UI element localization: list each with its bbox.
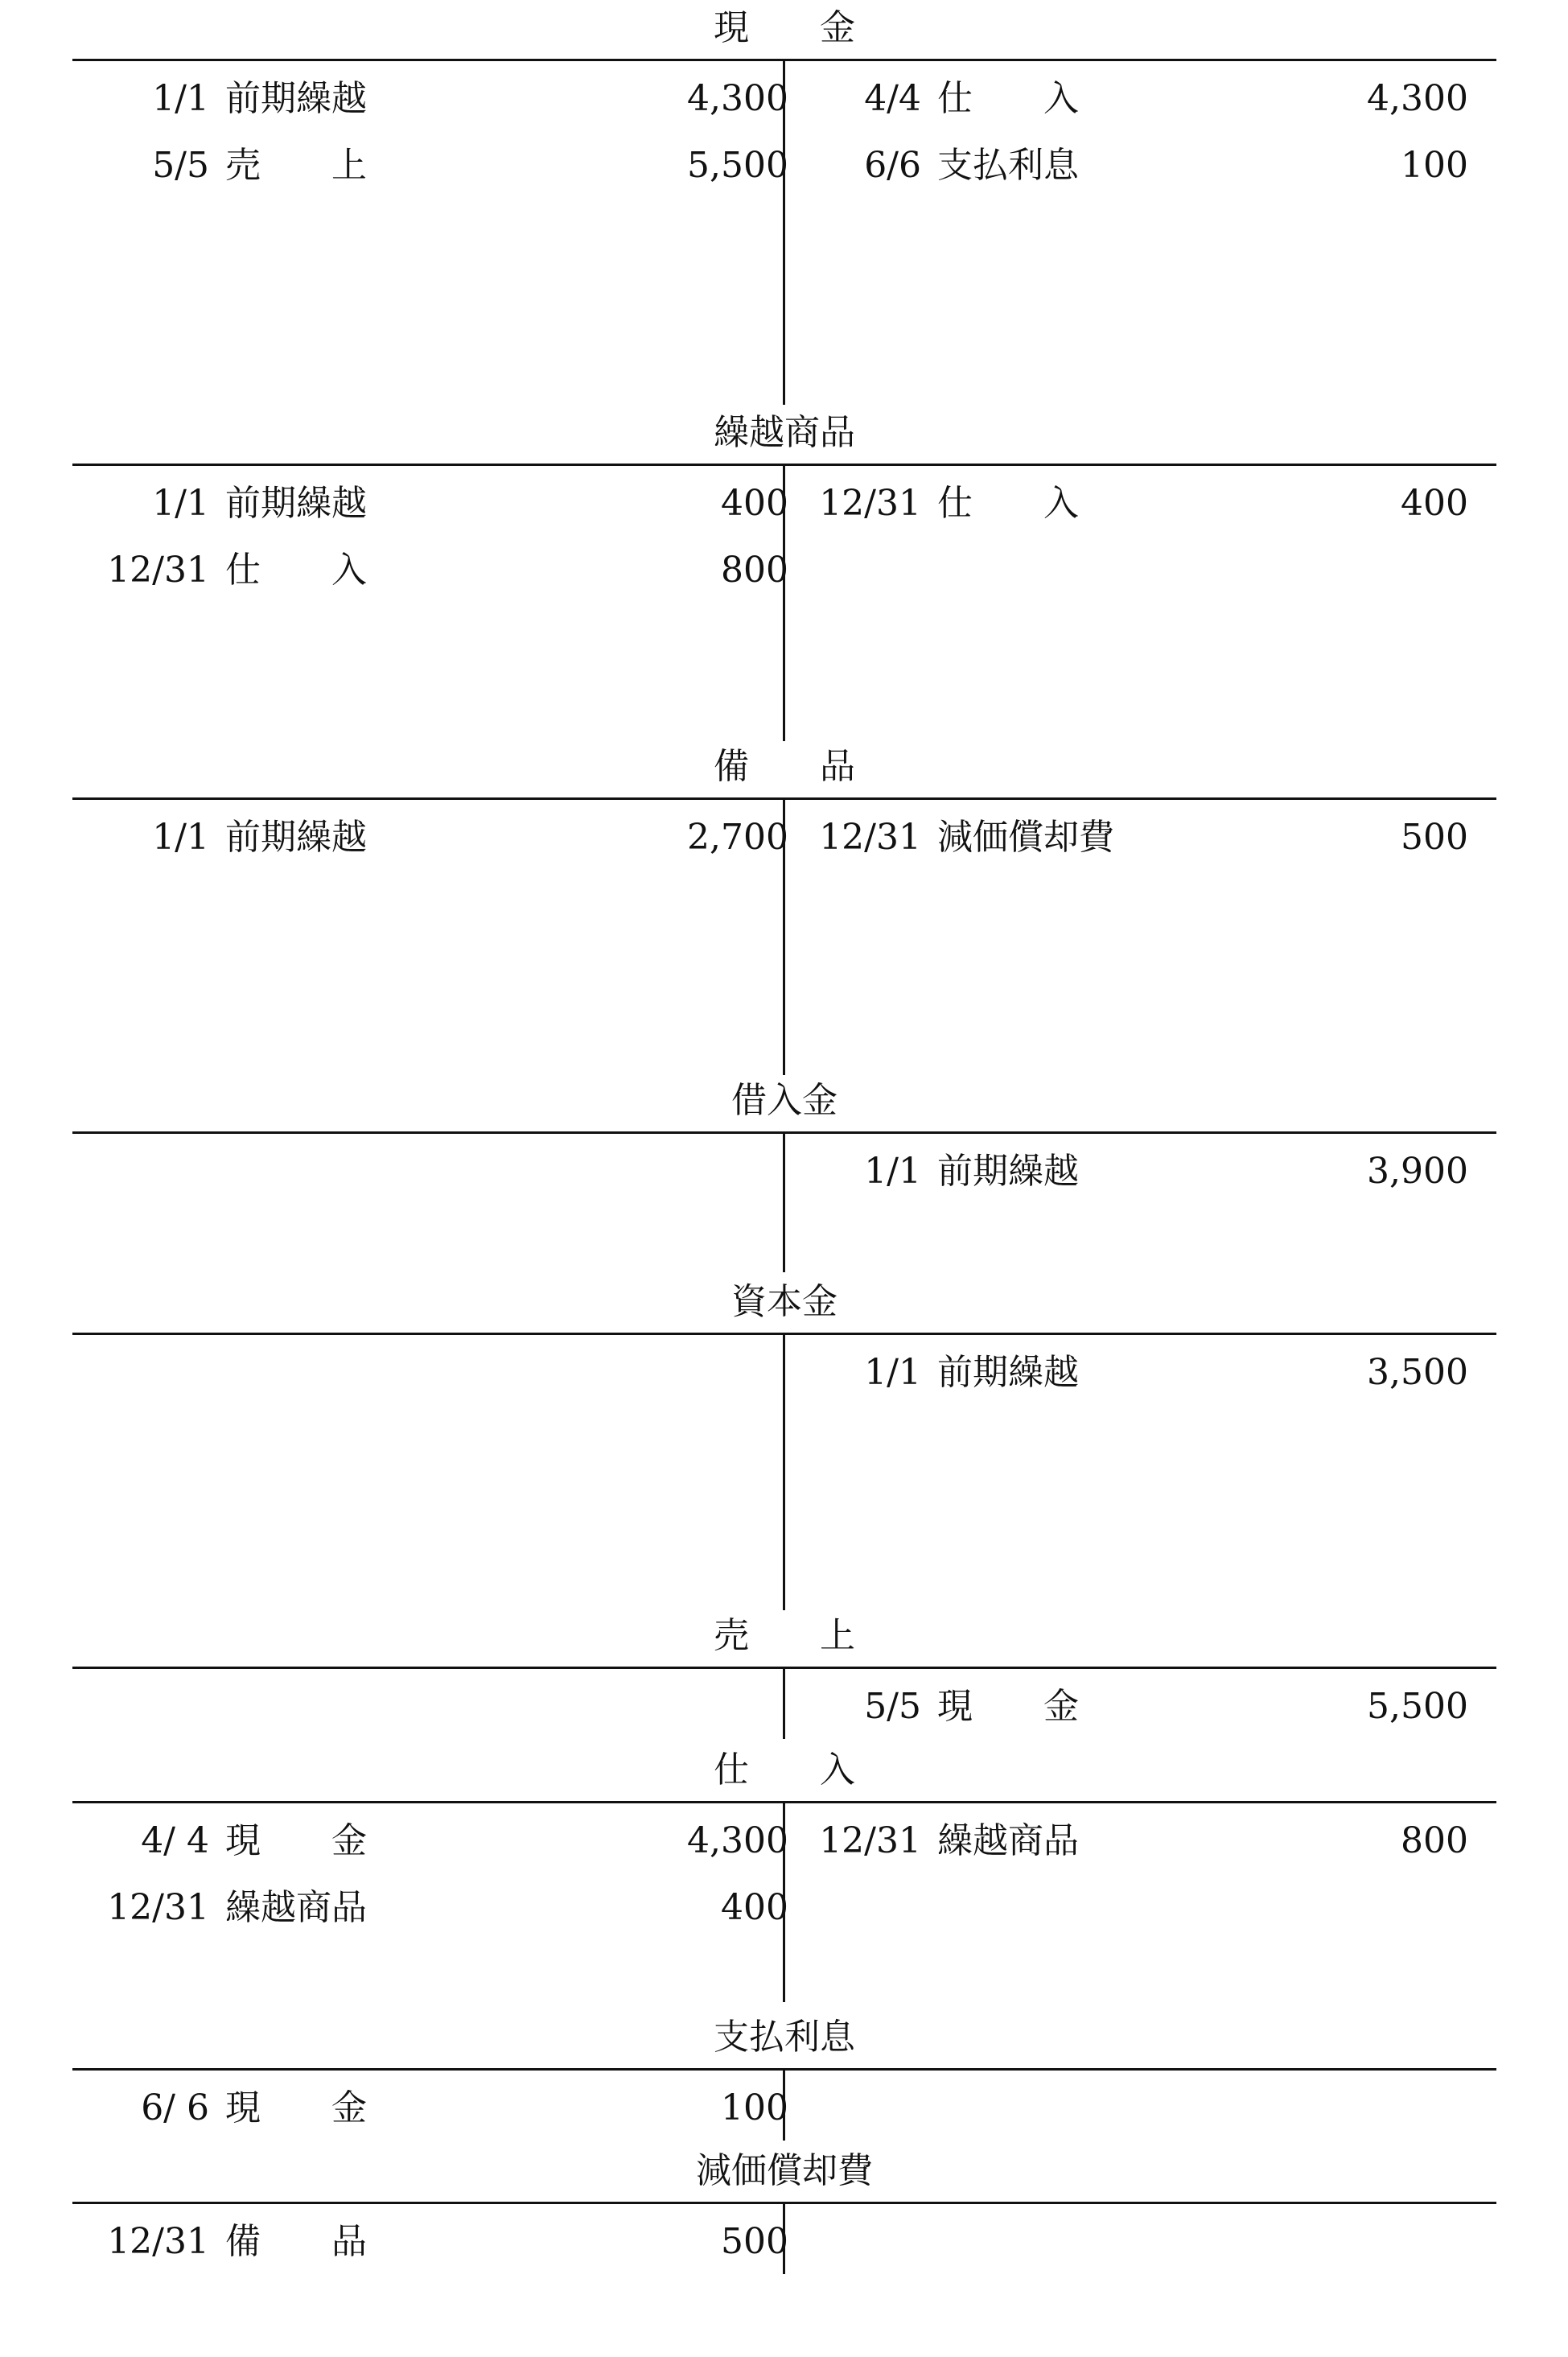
entry-amount: 4,300 [687,1820,788,1861]
account-title: 借入金 [731,1080,838,1121]
entry-amount: 2,700 [687,817,788,858]
account-title: 仕 入 [714,1749,855,1790]
credit-entry [809,142,1484,190]
entry-amount: 400 [721,1887,788,1928]
entry-date: 5/5 [864,1686,921,1727]
credit-entry [809,75,1484,123]
t-account-vertical-rule [783,1333,785,1610]
entry-amount: 500 [1401,817,1468,858]
entry-account: 売 上 [225,145,367,186]
account-title: 売 上 [714,1615,855,1656]
t-account-vertical-rule [783,1667,785,1739]
ledger-account [72,409,1496,741]
ledger-account [72,4,1496,405]
debit-entry [97,546,788,595]
entry-date: 1/1 [152,78,209,119]
entry-account: 備 品 [225,2221,367,2262]
entry-date: 4/ 4 [141,1820,209,1861]
entry-account: 前期繰越 [225,483,367,524]
entry-amount: 400 [721,483,788,524]
account-title: 備 品 [714,746,855,787]
entry-amount: 100 [1401,145,1468,186]
entry-date: 1/1 [864,1151,921,1192]
entry-amount: 100 [721,2087,788,2128]
entry-account: 繰越商品 [937,1820,1079,1861]
entry-date: 1/1 [864,1352,921,1393]
entry-account: 前期繰越 [937,1151,1079,1192]
entry-account: 前期繰越 [225,817,367,858]
entry-date: 4/4 [864,78,921,119]
credit-entry [809,480,1484,528]
debit-entry [97,1817,788,1865]
debit-entry [97,142,788,190]
entry-amount: 4,300 [687,78,788,119]
entry-account: 仕 入 [937,78,1079,119]
entry-amount: 500 [721,2221,788,2262]
account-title: 支払利息 [714,2017,855,2058]
ledger-account [72,2147,1496,2274]
entry-date: 12/31 [819,1820,921,1861]
account-title: 資本金 [731,1281,838,1322]
credit-entry [809,1683,1484,1731]
credit-entry [809,1817,1484,1865]
entry-amount: 800 [721,550,788,591]
entry-account: 仕 入 [937,483,1079,524]
t-account-vertical-rule [783,1131,785,1272]
entry-date: 6/6 [864,145,921,186]
ledger-account [72,2013,1496,2141]
entry-amount: 400 [1401,483,1468,524]
debit-entry [97,2084,788,2132]
entry-account: 現 金 [225,2087,367,2128]
account-title: 減価償却費 [696,2150,873,2191]
entry-date: 5/5 [152,145,209,186]
ledger-account [72,1077,1496,1272]
entry-account: 支払利息 [937,145,1079,186]
credit-entry [809,1148,1484,1196]
ledger-account [72,743,1496,1075]
entry-date: 12/31 [819,483,921,524]
entry-account: 現 金 [225,1820,367,1861]
entry-amount: 3,500 [1367,1352,1468,1393]
entry-date: 6/ 6 [141,2087,209,2128]
entry-date: 12/31 [107,2221,209,2262]
ledger-account [72,1612,1496,1739]
ledger-account [72,1278,1496,1610]
entry-date: 1/1 [152,817,209,858]
entry-date: 1/1 [152,483,209,524]
entry-account: 前期繰越 [937,1352,1079,1393]
account-title: 現 金 [714,7,855,48]
entry-account: 繰越商品 [225,1887,367,1928]
entry-account: 前期繰越 [225,78,367,119]
debit-entry [97,480,788,528]
entry-account: 仕 入 [225,550,367,591]
account-title: 繰越商品 [714,412,855,453]
entry-amount: 5,500 [1367,1686,1468,1727]
entry-amount: 4,300 [1367,78,1468,119]
debit-entry [97,75,788,123]
entry-date: 12/31 [107,550,209,591]
debit-entry [97,2218,788,2266]
debit-entry [97,814,788,862]
credit-entry [809,1349,1484,1397]
debit-entry [97,1884,788,1932]
entry-amount: 5,500 [687,145,788,186]
entry-amount: 800 [1401,1820,1468,1861]
entry-amount: 3,900 [1367,1151,1468,1192]
entry-date: 12/31 [819,817,921,858]
ledger-account [72,1746,1496,2002]
entry-date: 12/31 [107,1887,209,1928]
entry-account: 減価償却費 [937,817,1114,858]
entry-account: 現 金 [937,1686,1079,1727]
credit-entry [809,814,1484,862]
